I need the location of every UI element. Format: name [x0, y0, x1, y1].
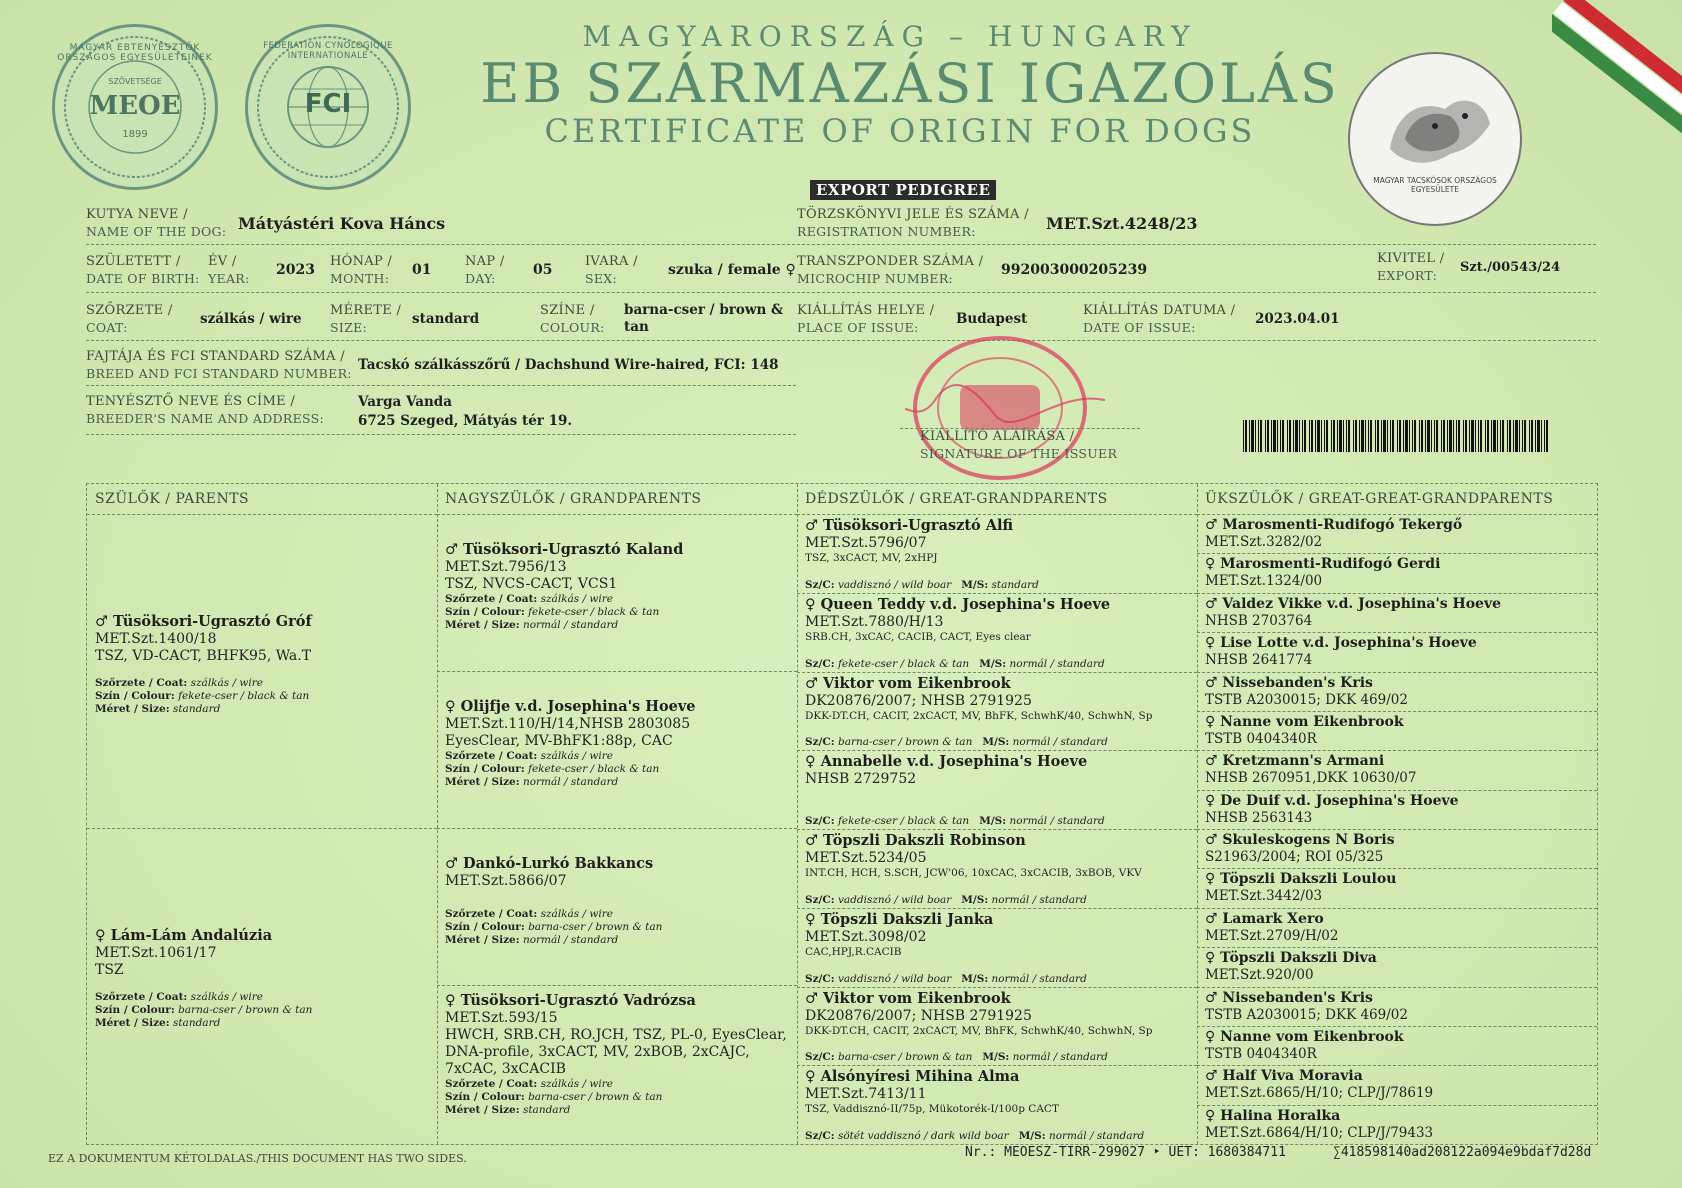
great-grandparent-cell: ♀ Töpszli Dakszli Janka MET.Szt.3098/02 CAC,HPJ,R.CACIB Sz/C: vaddisznó / wild boar M/S: normál / standard	[797, 908, 1197, 988]
dog-name-label: KUTYA NEVE / NAME OF THE DOG:	[86, 207, 227, 239]
parent-cell-dam: ♀ Lám-Lám Andalúzia MET.Szt.1061/17 TSZ Szőrzete / Coat: szálkás / wire Szín / Colour: barna-cser / brown & tan Méret / Size: standard	[87, 828, 437, 1145]
great-great-grandparent-cell: ♀ Töpszli Dakszli Diva MET.Szt.920/00	[1197, 947, 1597, 987]
pedigree-table	[86, 483, 1598, 1145]
coat-label: SZŐRZETE / COAT:	[86, 303, 173, 335]
great-great-grandparent-cell: ♂ Nissebanden's Kris TSTB A2030015; DKK 469/02	[1197, 672, 1597, 712]
main-title: EB SZÁRMAZÁSI IGAZOLÁS	[480, 52, 1340, 115]
parent-cell-sire: ♂ Tüsöksori-Ugrasztó Gróf MET.Szt.1400/18 TSZ, VD-CACT, BHFK95, Wa.T Szőrzete / Coat: szálkás / wire Szín / Colour: fekete-cser / black & tan Méret / Size: standard	[87, 514, 437, 829]
microchip-value: 992003000205239	[1001, 262, 1148, 278]
great-grandparent-cell: ♀ Queen Teddy v.d. Josephina's Hoeve MET.Szt.7880/H/13 SRB.CH, 3xCAC, CACIB, CACT, Eyes clear Sz/C: fekete-cser / black & tan M/S: normál / standard	[797, 593, 1197, 673]
year-value: 2023	[276, 262, 315, 278]
meoe-seal-year: 1899	[122, 129, 148, 140]
export-value: Szt./00543/24	[1460, 260, 1561, 275]
date-label: KIÁLLÍTÁS DATUMA / DATE OF ISSUE:	[1083, 303, 1236, 335]
breeder-address: 6725 Szeged, Mátyás tér 19.	[358, 413, 573, 429]
grandparent-cell: ♀ Olijfje v.d. Josephina's Hoeve MET.Szt.110/H/14,NHSB 2803085 EyesClear, MV-BhFK1:88p, CAC Szőrzete / Coat: szálkás / wire Szín / Colour: fekete-cser / black & tan Méret / Size: normál / standard	[437, 671, 797, 829]
header-parents: SZÜLŐK / PARENTS	[95, 491, 250, 507]
great-grandparent-cell: ♂ Viktor vom Eikenbrook DK20876/2007; NHSB 2791925 DKK-DT.CH, CACIT, 2xCACT, MV, BhFK, SchwhK/40, SchwhN, Sp Sz/C: barna-cser / brown & tan M/S: normál / standard	[797, 672, 1197, 752]
meoe-seal	[52, 24, 218, 190]
month-value: 01	[412, 262, 432, 278]
colour-value: barna-cser / brown & tan	[624, 302, 784, 335]
great-great-grandparent-cell: ♂ Nissebanden's Kris TSTB A2030015; DKK 469/02	[1197, 987, 1597, 1027]
grandparent-cell: ♂ Tüsöksori-Ugrasztó Kaland MET.Szt.7956/13 TSZ, NVCS-CACT, VCS1 Szőrzete / Coat: szálkás / wire Szín / Colour: fekete-cser / black & tan Méret / Size: normál / standard	[437, 514, 797, 672]
dachshund-club-seal	[1348, 52, 1522, 226]
year-label: ÉV / YEAR:	[208, 254, 250, 286]
great-grandparent-cell: ♀ Annabelle v.d. Josephina's Hoeve NHSB 2729752 Sz/C: fekete-cser / black & tan M/S: normál / standard	[797, 750, 1197, 830]
great-great-grandparent-cell: ♂ Kretzmann's Armani NHSB 2670951,DKK 10630/07	[1197, 750, 1597, 790]
breed-label: FAJTÁJA ÉS FCI STANDARD SZÁMA / BREED AND FCI STANDARD NUMBER:	[86, 349, 352, 381]
great-great-grandparent-cell: ♀ Lise Lotte v.d. Josephina's Hoeve NHSB 2641774	[1197, 632, 1597, 672]
month-label: HÓNAP / MONTH:	[330, 254, 393, 286]
dob-label: SZÜLETETT / DATE OF BIRTH:	[86, 254, 200, 286]
export-label: KIVITEL / EXPORT:	[1377, 251, 1445, 283]
date-value: 2023.04.01	[1255, 311, 1340, 327]
breeder-name: Varga Vanda	[358, 394, 452, 410]
fci-seal	[245, 24, 411, 190]
english-title: CERTIFICATE OF ORIGIN FOR DOGS	[544, 112, 1256, 150]
dog-name-value: Mátyástéri Kova Háncs	[238, 214, 446, 233]
size-label: MÉRETE / SIZE:	[330, 303, 402, 335]
meoe-seal-ring: MAGYAR EBTENYÉSZTŐK ORSZÁGOS EGYESÜLETEINEK	[57, 43, 213, 63]
export-pedigree-badge: EXPORT PEDIGREE	[810, 180, 996, 200]
breeder-label: TENYÉSZTŐ NEVE ÉS CÍME / BREEDER'S NAME AND ADDRESS:	[86, 394, 325, 426]
breed-value: Tacskó szálkásszőrű / Dachshund Wire-haired, FCI: 148	[358, 357, 779, 373]
document-number: Nr.: MEOESZ-TIRR-299027 ‣ UET: 1680384711	[965, 1145, 1286, 1160]
great-grandparent-cell: ♂ Viktor vom Eikenbrook DK20876/2007; NHSB 2791925 DKK-DT.CH, CACIT, 2xCACT, MV, BhFK, SchwhK/40, SchwhN, Sp Sz/C: barna-cser / brown & tan M/S: normál / standard	[797, 987, 1197, 1067]
great-great-grandparent-cell: ♀ De Duif v.d. Josephina's Hoeve NHSB 2563143	[1197, 790, 1597, 830]
header-great-grandparents: DÉDSZÜLŐK / GREAT-GRANDPARENTS	[805, 491, 1108, 507]
great-great-grandparent-cell: ♂ Half Viva Moravia MET.Szt.6865/H/10; CLP/J/78619	[1197, 1065, 1597, 1105]
fci-seal-ring: FEDERATION CYNOLOGIQUE INTERNATIONALE	[263, 41, 393, 61]
dachshund-heads-icon	[1350, 54, 1520, 224]
country-title: MAGYARORSZÁG – HUNGARY	[582, 20, 1198, 53]
microchip-label: TRANSZPONDER SZÁMA / MICROCHIP NUMBER:	[797, 254, 984, 286]
sex-value: szuka / female ♀	[668, 262, 796, 278]
great-great-grandparent-cell: ♂ Marosmenti-Rudifogó Tekergő MET.Szt.3282/02	[1197, 514, 1597, 554]
great-great-grandparent-cell: ♂ Lamark Xero MET.Szt.2709/H/02	[1197, 908, 1597, 948]
great-grandparent-cell: ♂ Tüsöksori-Ugrasztó Alfi MET.Szt.5796/07 TSZ, 3xCACT, MV, 2xHPJ Sz/C: vaddisznó / wild boar M/S: standard	[797, 514, 1197, 594]
meoe-seal-center: MEOE	[89, 91, 181, 121]
flag-ribbon	[1552, 0, 1682, 190]
great-grandparent-cell: ♂ Töpszli Dakszli Robinson MET.Szt.5234/05 INT.CH, HCH, S.SCH, JCW'06, 10xCAC, 3xCACIB, 3xBOB, VKV Sz/C: vaddisznó / wild boar M/S: normál / standard	[797, 829, 1197, 909]
header-grandparents: NAGYSZÜLŐK / GRANDPARENTS	[445, 491, 702, 507]
great-great-grandparent-cell: ♂ Valdez Vikke v.d. Josephina's Hoeve NHSB 2703764	[1197, 593, 1597, 633]
grandparent-cell: ♀ Tüsöksori-Ugrasztó Vadrózsa MET.Szt.593/15 HWCH, SRB.CH, RO.JCH, TSZ, PL-0, EyesClear, DNA-profile, 3xCACT, MV, 2xBOB, 2xCAJC, 7xCAC, 3xCACIB Szőrzete / Coat: szálkás / wire Szín / Colour: barna-cser / brown & tan Méret / Size: standard	[437, 985, 797, 1145]
sex-label: IVARA / SEX:	[585, 254, 638, 286]
great-great-grandparent-cell: ♂ Skuleskogens N Boris S21963/2004; ROI 05/325	[1197, 829, 1597, 869]
meoe-seal-sub: SZÖVETSÉGE	[108, 77, 162, 86]
day-label: NAP / DAY:	[465, 254, 505, 286]
fci-seal-center: FCI	[304, 89, 352, 119]
header-great-great-grandparents: ÜKSZÜLŐK / GREAT-GREAT-GRANDPARENTS	[1205, 491, 1554, 507]
great-great-grandparent-cell: ♀ Nanne vom Eikenbrook TSTB 0404340R	[1197, 711, 1597, 751]
day-value: 05	[533, 262, 553, 278]
barcode-icon	[1243, 420, 1548, 452]
great-great-grandparent-cell: ♀ Töpszli Dakszli Loulou MET.Szt.3442/03	[1197, 868, 1597, 908]
great-great-grandparent-cell: ♀ Halina Horalka MET.Szt.6864/H/10; CLP/J/79433	[1197, 1105, 1597, 1145]
great-great-grandparent-cell: ♀ Marosmenti-Rudifogó Gerdi MET.Szt.1324/00	[1197, 553, 1597, 593]
great-great-grandparent-cell: ♀ Nanne vom Eikenbrook TSTB 0404340R	[1197, 1026, 1597, 1066]
registration-label: TÖRZSKÖNYVI JELE ÉS SZÁMA / REGISTRATION NUMBER:	[797, 207, 1029, 239]
coat-value: szálkás / wire	[200, 311, 302, 327]
grandparent-cell: ♂ Dankó-Lurkó Bakkancs MET.Szt.5866/07 Szőrzete / Coat: szálkás / wire Szín / Colour: barna-cser / brown & tan Méret / Size: normál / standard	[437, 828, 797, 986]
dachshund-club-seal-ring: MAGYAR TACSKÓSOK ORSZÁGOS EGYESÜLETE	[1373, 176, 1497, 194]
registration-value: MET.Szt.4248/23	[1046, 214, 1198, 233]
breeder-value	[358, 393, 572, 431]
size-value: standard	[412, 311, 480, 327]
signature-label: KIÁLLÍTÓ ALÁÍRÁSA / SIGNATURE OF THE ISSUER	[920, 429, 1118, 461]
document-hash: ∑418598140ad208122a094e9bdaf7d28d	[1333, 1145, 1592, 1160]
colour-label: SZÍNE / COLOUR:	[540, 303, 605, 335]
place-value: Budapest	[956, 311, 1028, 327]
two-sides-note: EZ A DOKUMENTUM KÉTOLDALAS./THIS DOCUMENT HAS TWO SIDES.	[48, 1152, 467, 1165]
great-grandparent-cell: ♀ Alsónyíresi Mihina Alma MET.Szt.7413/11 TSZ, Vaddisznó-II/75p, Mükotorék-I/100p CACT Sz/C: sötét vaddisznó / dark wild boar M/S: normál / standard	[797, 1065, 1197, 1145]
place-label: KIÁLLÍTÁS HELYE / PLACE OF ISSUE:	[797, 303, 935, 335]
